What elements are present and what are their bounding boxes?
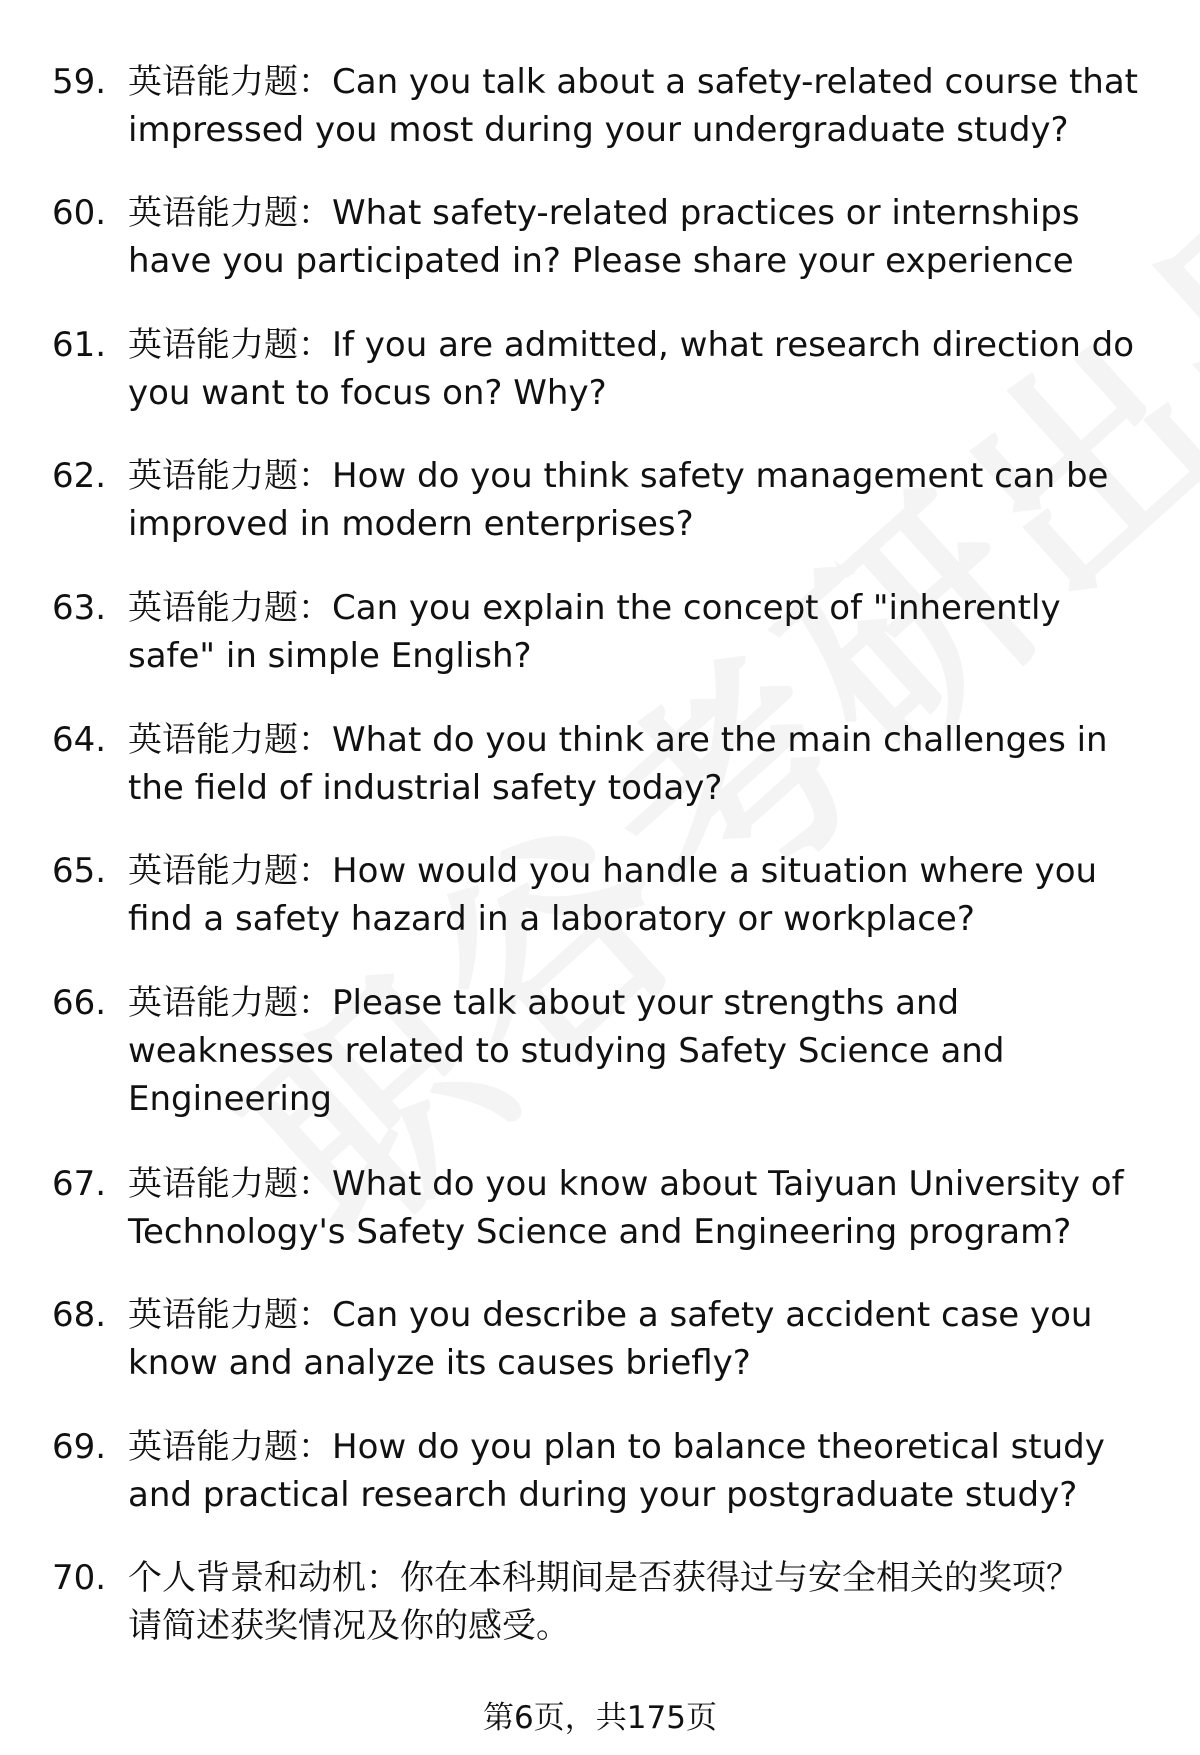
item-line: and practical research during your postgraduate study?	[128, 1475, 1078, 1515]
item-text	[128, 58, 1158, 154]
item-text	[128, 847, 1158, 943]
item-number: 61.	[52, 325, 107, 365]
item-text	[128, 716, 1158, 812]
item-line: 英语能力题：What do you think are the main challenges in	[128, 720, 1108, 760]
item-number: 69.	[52, 1427, 107, 1467]
item-line: impressed you most during your undergraduate study?	[128, 110, 1069, 150]
item-text	[128, 1160, 1158, 1256]
item-text	[128, 1423, 1158, 1519]
item-number: 65.	[52, 851, 107, 891]
item-line: know and analyze its causes briefly?	[128, 1343, 751, 1383]
item-line: the field of industrial safety today?	[128, 768, 723, 808]
item-line: 英语能力题：How do you think safety management can be	[128, 456, 1109, 496]
item-text	[128, 321, 1158, 417]
item-text	[128, 1554, 1158, 1650]
item-number: 66.	[52, 983, 107, 1023]
item-line: find a safety hazard in a laboratory or workplace?	[128, 899, 975, 939]
item-text	[128, 979, 1158, 1123]
item-number: 67.	[52, 1164, 107, 1204]
item-line: have you participated in? Please share your experience	[128, 241, 1074, 281]
item-line: weaknesses related to studying Safety Science and	[128, 1031, 1005, 1071]
item-line: improved in modern enterprises?	[128, 504, 694, 544]
item-number: 68.	[52, 1295, 107, 1335]
item-number: 60.	[52, 193, 107, 233]
item-number: 59.	[52, 62, 107, 102]
item-line: 英语能力题：How would you handle a situation where you	[128, 851, 1098, 891]
item-line: 英语能力题：How do you plan to balance theoretical study	[128, 1427, 1105, 1467]
item-line: 英语能力题：What do you know about Taiyuan University of	[128, 1164, 1124, 1204]
item-number: 70.	[52, 1558, 107, 1598]
item-line: 个人背景和动机：你在本科期间是否获得过与安全相关的奖项？	[128, 1558, 1080, 1598]
item-line: Engineering	[128, 1079, 332, 1119]
item-line: 请简述获奖情况及你的感受。	[128, 1606, 570, 1646]
item-line: Technology's Safety Science and Engineering program?	[128, 1212, 1072, 1252]
item-text	[128, 189, 1158, 285]
item-text	[128, 452, 1158, 548]
item-line: 英语能力题：What safety-related practices or internships	[128, 193, 1080, 233]
item-number: 64.	[52, 720, 107, 760]
item-number: 62.	[52, 456, 107, 496]
item-line: 英语能力题：Please talk about your strengths and	[128, 983, 960, 1023]
item-line: you want to focus on? Why?	[128, 373, 607, 413]
item-text	[128, 1291, 1158, 1387]
item-number: 63.	[52, 588, 107, 628]
item-line: safe" in simple English?	[128, 636, 532, 676]
page-footer: 第6页，共175页	[483, 1700, 717, 1736]
item-line: 英语能力题：Can you talk about a safety-related course that	[128, 62, 1139, 102]
item-line: 英语能力题：Can you explain the concept of "inherently	[128, 588, 1061, 628]
item-text	[128, 584, 1158, 680]
item-line: 英语能力题：Can you describe a safety accident case you	[128, 1295, 1093, 1335]
item-line: 英语能力题：If you are admitted, what research direction do	[128, 325, 1135, 365]
